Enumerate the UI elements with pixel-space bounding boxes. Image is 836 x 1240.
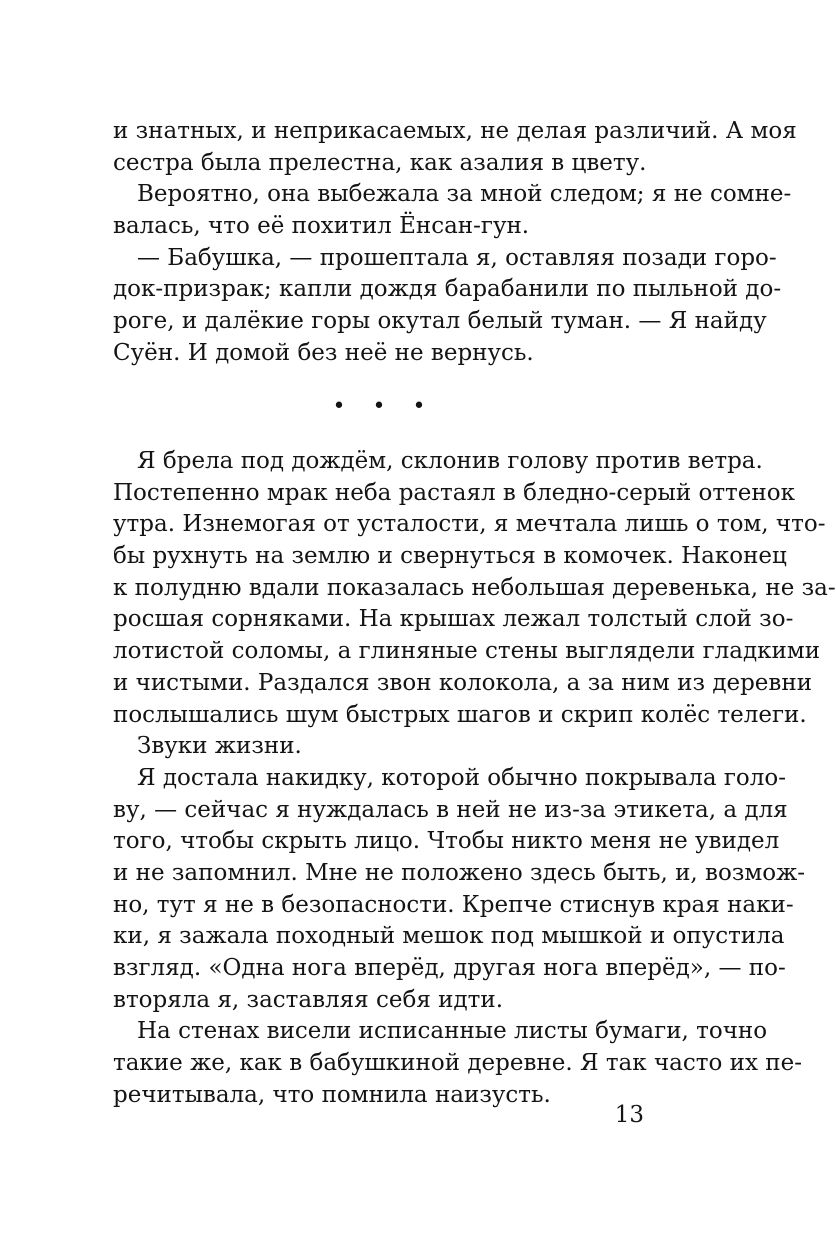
text-line: того, чтобы скрыть лицо. Чтобы никто меня не увидел	[113, 828, 780, 855]
text-line: и не запомнил. Мне не положено здесь быть, и, возмож-	[113, 859, 806, 886]
text-line: вторяла я, заставляя себя идти.	[113, 986, 504, 1013]
text-line: росшая сорняками. На крышах лежал толстый слой зо-	[113, 606, 794, 633]
section-separator: • • •	[332, 394, 436, 419]
text-line: Вероятно, она выбежала за мной следом; я не сомне-	[137, 181, 792, 208]
text-line: лотистой соломы, а глиняные стены выглядели гладкими	[113, 638, 821, 665]
text-line: и чистыми. Раздался звон колокола, а за ним из деревни	[113, 669, 813, 696]
text-line: утра. Изнемогая от усталости, я мечтала лишь о том, что-	[113, 511, 826, 538]
text-line: ву, — сейчас я нуждалась в ней не из-за этикета, а для	[113, 796, 788, 823]
text-line: Я брела под дождём, склонив голову против ветра.	[137, 448, 763, 474]
text-line: такие же, как в бабушкиной деревне. Я так часто их пе-	[113, 1050, 802, 1077]
page-number: 13	[614, 1102, 644, 1128]
text-line: Постепенно мрак неба растаял в бледно-серый оттенок	[113, 479, 795, 506]
text-line: док-призрак; капли дождя барабанили по пыльной до-	[113, 276, 782, 303]
text-line: ки, я зажала походный мешок под мышкой и опустила	[113, 923, 785, 950]
text-line: Суён. И домой без неё не вернусь.	[113, 339, 534, 366]
text-section-1	[113, 116, 797, 370]
text-line: — Бабушка, — прошептала я, оставляя позади горо-	[137, 244, 777, 271]
text-line: к полудню вдали показалась небольшая деревенька, не за-	[113, 574, 836, 601]
text-line: роге, и далёкие горы окутал белый туман. — Я найду	[113, 308, 767, 335]
text-line: сестра была прелестна, как азалия в цвету.	[113, 149, 647, 176]
text-line: На стенах висели исписанные листы бумаги, точно	[137, 1018, 768, 1045]
text-line: и знатных, и неприкасаемых, не делая различий. А моя	[113, 118, 797, 144]
text-section-2	[113, 446, 836, 1111]
text-line: но, тут я не в безопасности. Крепче стиснув края наки-	[113, 891, 794, 918]
text-line: валась, что её похитил Ёнсан-гун.	[113, 213, 530, 240]
text-line: речитывала, что помнила наизусть.	[113, 1081, 551, 1108]
text-line: Я достала накидку, которой обычно покрывала голо-	[137, 764, 786, 791]
text-line: послышались шум быстрых шагов и скрип колёс телеги.	[113, 701, 807, 728]
text-line: Звуки жизни.	[137, 733, 302, 760]
text-line: бы рухнуть на землю и свернуться в комочек. Наконец	[113, 543, 787, 570]
text-line: взгляд. «Одна нога вперёд, другая нога вперёд», — по-	[113, 955, 786, 981]
